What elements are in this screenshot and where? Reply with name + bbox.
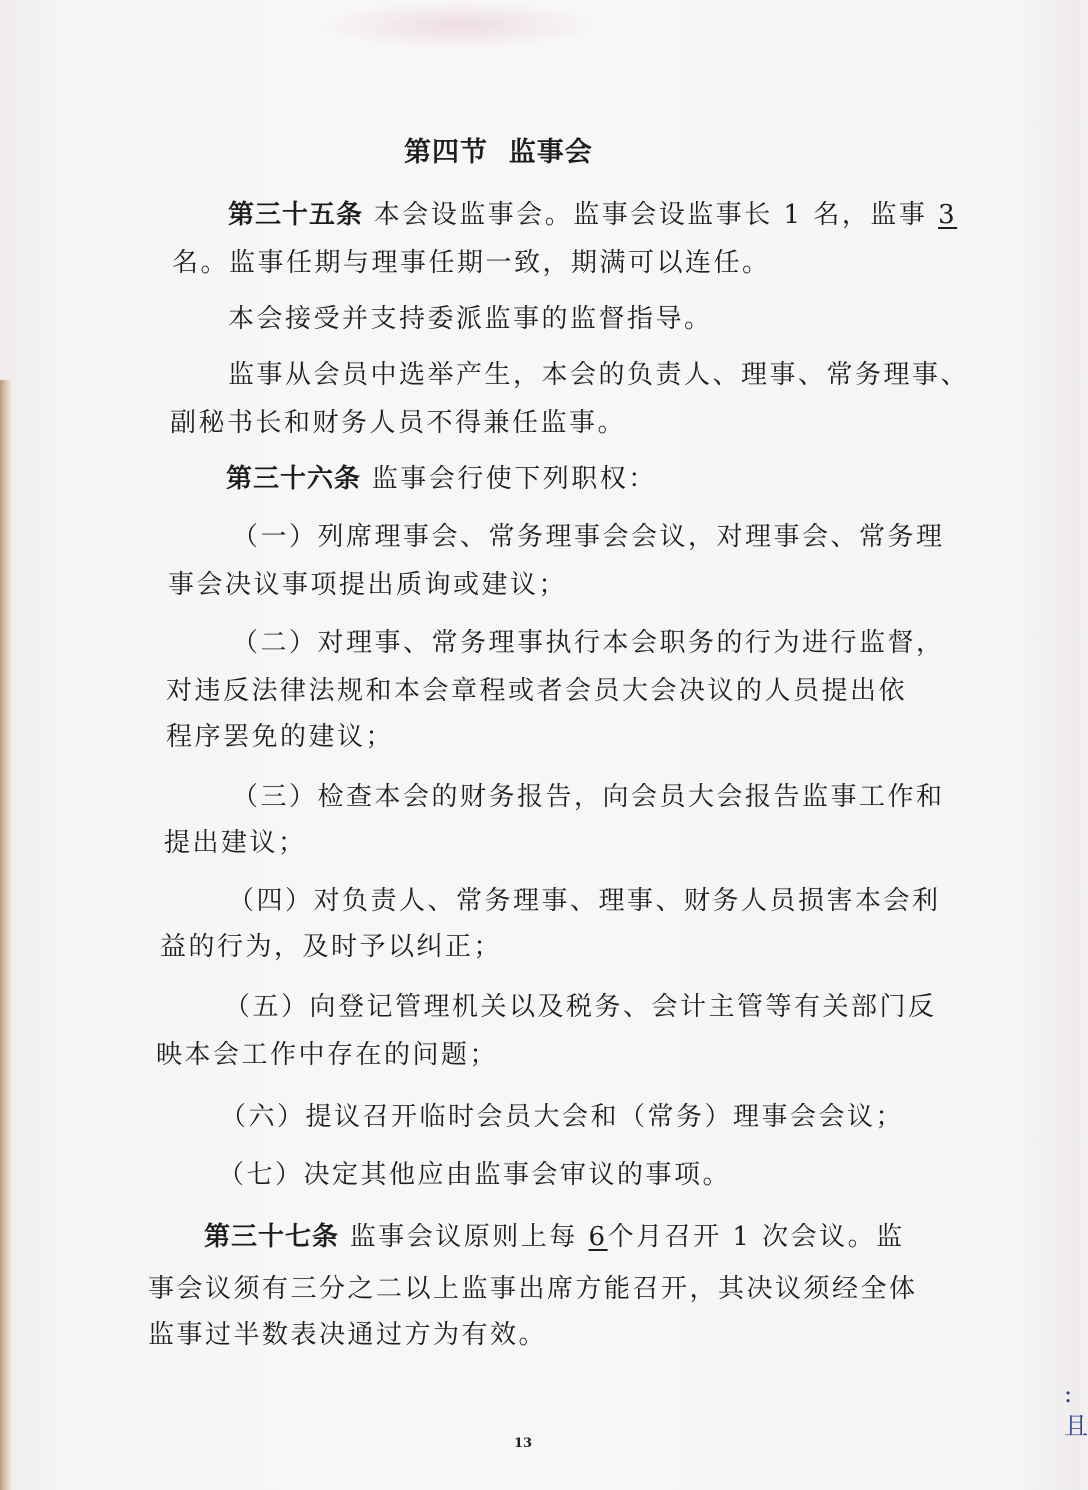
article-35-line-1 xyxy=(228,198,957,232)
section-title: 第四节 监事会 xyxy=(404,137,593,168)
article-36-item-1-line-2: 事会决议事项提出质询或建议； xyxy=(168,570,568,600)
article-36-item-5-line-2: 映本会工作中存在的问题； xyxy=(156,1040,499,1070)
article-36-item-2-line-2: 对违反法律法规和本会章程或者会员大会决议的人员提出依 xyxy=(166,676,908,706)
article-36-item-1-line-1: （一）列席理事会、常务理事会会议，对理事会、常务理 xyxy=(232,522,945,552)
article-36-item-4-line-1: （四）对负责人、常务理事、理事、财务人员损害本会利 xyxy=(228,886,941,916)
top-smudge xyxy=(320,0,600,50)
supervisor-count: 3 xyxy=(938,200,958,230)
article-37-text-1a: 监事会议原则上每 xyxy=(349,1222,589,1252)
meeting-interval-months: 6 xyxy=(588,1222,608,1252)
article-35-text-1: 本会设监事会。监事会设监事长 1 名，监事 xyxy=(373,200,939,230)
article-35-heading: 第三十五条 xyxy=(228,200,364,230)
article-35-line-2: 名。监事任期与理事任期一致，期满可以连任。 xyxy=(172,248,771,278)
margin-pen-marks: : 且 xyxy=(1064,1380,1088,1440)
article-36-item-3-line-1: （三）检查本会的财务报告，向会员大会报告监事工作和 xyxy=(232,782,945,812)
article-37-heading: 第三十七条 xyxy=(204,1222,340,1252)
article-36-item-2-line-1: （二）对理事、常务理事执行本会职务的行为进行监督， xyxy=(232,628,945,658)
article-35-para-2: 本会接受并支持委派监事的监督指导。 xyxy=(228,304,713,334)
article-37-line-2: 事会议须有三分之二以上监事出席方能召开，其决议须经全体 xyxy=(148,1274,918,1304)
article-36-item-4-line-2: 益的行为，及时予以纠正； xyxy=(160,932,503,962)
article-36-item-7: （七）决定其他应由监事会审议的事项。 xyxy=(218,1160,732,1190)
article-36-item-3-line-2: 提出建议； xyxy=(164,828,307,858)
article-37-text-1b: 个月召开 1 次会议。监 xyxy=(607,1222,905,1252)
page-number: 13 xyxy=(514,1436,533,1451)
article-35-para-3-line-2: 副秘书长和财务人员不得兼任监事。 xyxy=(170,408,627,438)
article-36-item-2-line-3: 程序罢免的建议； xyxy=(166,722,395,752)
page-edge-shadow xyxy=(0,380,12,1490)
article-36-item-5-line-1: （五）向登记管理机关以及税务、会计主管等有关部门反 xyxy=(224,992,937,1022)
article-36-line-1 xyxy=(226,462,657,496)
article-37-line-3: 监事过半数表决通过方为有效。 xyxy=(148,1320,548,1350)
article-36-intro: 监事会行使下列职权： xyxy=(371,464,657,494)
article-37-line-1 xyxy=(204,1220,905,1254)
article-36-item-6: （六）提议召开临时会员大会和（常务）理事会会议； xyxy=(220,1102,905,1132)
article-36-heading: 第三十六条 xyxy=(226,464,362,494)
article-35-para-3-line-1: 监事从会员中选举产生，本会的负责人、理事、常务理事、 xyxy=(228,360,970,390)
